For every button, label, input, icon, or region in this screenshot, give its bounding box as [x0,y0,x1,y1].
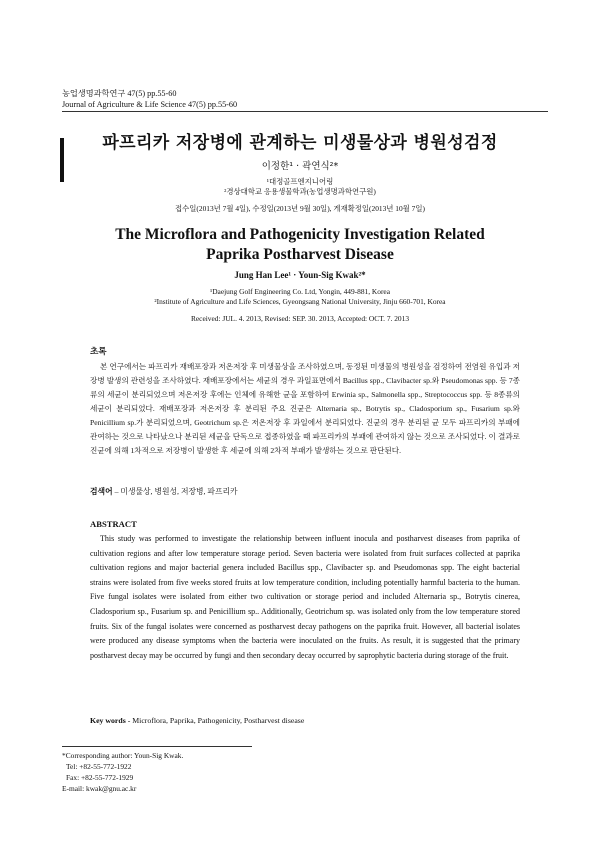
journal-header-english: Journal of Agriculture & Life Science 47(5) pp.55-60 [62,100,238,109]
english-abstract-text: This study was performed to investigate the relationship between influent inocula and postharvest diseases from paprika of cultivation regions and after low temperature storage period. Seven bacteria were isolated from fruit surfaces collected at paprika cultivation regions and major bacterial genera included Bacillus spp., Clavibacter sp. and Pseudomonas spp. The eight bacterial strains were isolated from five weeks stored fruits at low temperature condition, including potentially harmful bacteria to the human. Five fungal isolates were isolated from either two cultivation or storage period and included Alternaria sp., Botrytis cinerea, Cladosporium sp., Fusarium sp. and Penicillium sp.. Additionally, Geotrichum sp. was isolated only from the low temperature stored fruits. Six of the fungal isolates were concerned as postharvest decay pathogens on the paprika fruit. However, all bacterial isolates were produced any disease symptoms when the bacteria were inoculated on the fruits. As result, it is suggested that the primary postharvest decay may be occurred by fungi and then secondary decay occurred by saprophytic bacteria during storage of the fruit. [90,534,520,660]
korean-keywords: 검색어 – 미생물상, 병원성, 저장병, 파프리카 [90,487,238,496]
korean-affiliation-1: ¹대정골프엔지니어링 [266,177,334,186]
korean-dates: 접수일(2013년 7월 4일), 수정일(2013년 9월 30일), 게재확정일(2013년 10월 7일) [175,204,425,213]
english-keywords [90,716,304,725]
english-keywords-label: Key words [90,716,126,725]
footnote-fax: Fax: +82-55-772-1929 [66,773,134,782]
english-abstract-heading: ABSTRACT [90,519,137,529]
footnote-tel: Tel: +82-55-772-1922 [66,762,132,771]
footnote-corresponding: *Corresponding author: Youn-Sig Kwak. [62,751,184,760]
korean-affiliation-2: ²경상대학교 응용생물학과(농업생명과학연구원) [224,187,376,196]
english-affiliation-2: ²Institute of Agriculture and Life Sciences, Gyeongsang National University, Jinju 660-701, Korea [154,297,446,306]
english-title-line-2: Paprika Postharvest Disease [206,246,394,263]
english-title-line-1: The Microflora and Pathogenicity Investigation Related [115,226,485,243]
korean-abstract-text: 본 연구에서는 파프리카 재배포장과 저온저장 후 미생물상을 조사하였으며, 동정된 미생물의 병원성을 검정하여 전염원 유입과 저장병 발생의 관련성을 조사하였다. 재배포장에서는 세균의 경우 과일표면에서 Bacillus spp., Clavibacter sp.와 Pseudomonas spp. 등 7종류의 세균이 분리되었으며 저온저장 후에는 인체에 유해한 균을 포함하여 Erwinia sp., Salmonella spp., Streptococcus spp. 등 8종류의 세균이 분리되었다. 재배포장과 저온저장 후 분리된 주요 진균은 Alternaria sp., Botrytis sp., Cladosporium sp., Fusarium sp.와 Penicillium sp.가 분리되었으며, Geotrichum sp.은 저온저장 후 과일에서 분리되었다. 진균의 경우 분리된 균 모두 파프리카의 부패에 관여하는 것으로 나타났으나 분리된 세균을 단독으로 접종하였을 때 파프리카의 부패에 관여하지 않는 것으로 조사되었다. 이 결과로 진균에 의해 1차적으로 저장병이 발생한 후 세균에 의해 2차적 부패가 발생하는 것으로 판단된다. [90,362,520,455]
english-affiliation-1: ¹Daejung Golf Engineering Co. Ltd, Yongin, 449-881, Korea [210,287,390,296]
korean-keywords-label: 검색어 [90,487,113,496]
journal-header-korean: 농업생명과학연구 47(5) pp.55-60 [62,89,177,98]
footnote-email: E-mail: kwak@gnu.ac.kr [62,784,137,793]
header-rule [62,111,548,112]
english-authors: Jung Han Lee¹ · Youn-Sig Kwak²* [234,270,366,280]
english-dates: Received: JUL. 4. 2013, Revised: SEP. 30. 2013, Accepted: OCT. 7. 2013 [190,314,410,323]
korean-abstract-heading: 초록 [90,346,107,356]
korean-title: 파프리카 저장병에 관계하는 미생물상과 병원성검정 [102,133,498,153]
korean-authors: 이정한¹ · 곽연식²* [261,161,339,172]
english-keywords-list: - Microflora, Paprika, Pathogenicity, Postharvest disease [127,716,305,725]
korean-keywords-list: 미생물상, 병원성, 저장병, 파프리카 [120,487,238,496]
footnote-rule [62,746,252,747]
